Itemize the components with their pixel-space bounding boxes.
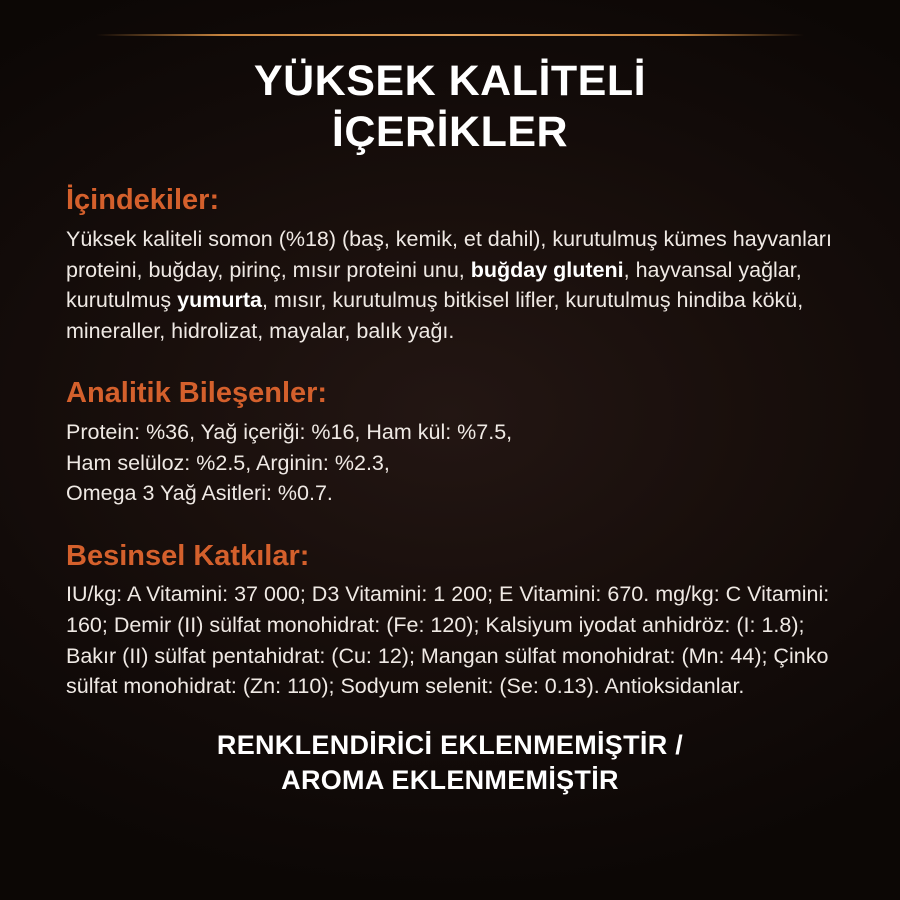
section-additives-heading: Besinsel Katkılar:	[66, 539, 310, 572]
page-title-line-2: İÇERİKLER	[331, 107, 569, 156]
section-nutritional-additives	[66, 539, 834, 702]
page-title-line-1: YÜKSEK KALİTELİ	[253, 57, 647, 105]
footer-line-1: RENKLENDİRİCİ EKLENMEMİŞTİR /	[216, 729, 684, 760]
ingredients-text-part-3: , mısır, kurutulmuş bitkisel lifler, kurutulmuş hindiba kökü, mineraller, hidrolizat, mayalar, balık yağı.	[66, 288, 804, 343]
analytical-line-2: Ham selüloz: %2.5, Arginin: %2.3,	[66, 450, 390, 475]
ingredients-text-part-1: Yüksek kaliteli somon (%18) (baş, kemik, et dahil), kurutulmuş kümes hayvanları proteini, buğday, pirinç, mısır proteini unu,	[66, 227, 832, 282]
ingredients-text-part-2: , hayvansal yağlar, kurutulmuş	[66, 257, 802, 313]
section-ingredients	[66, 183, 834, 346]
section-additives-body: IU/kg: A Vitamini: 37 000; D3 Vitamini: 1 200; E Vitamini: 670. mg/kg: C Vitamini: 160; Demir (II) sülfat monohidrat: (Fe: 120); Kalsiyum iyodat anhidröz: (I: 1.8); Bakır (II) sülfat pentahidrat: (Cu: 12); Mangan sülfat monohidrat: (Mn: 44); Çinko sülfat monohidrat: (Zn: 110); Sodyum selenit: (Se: 0.13). Antioksidanlar.	[66, 582, 830, 699]
section-ingredients-body	[66, 224, 834, 346]
section-analytical-heading: Analitik Bileşenler:	[66, 377, 328, 410]
section-analytical-body	[66, 417, 834, 509]
footer-line-2: AROMA EKLENMEMİŞTİR	[281, 764, 619, 795]
ingredients-bold-1: buğday gluteni	[470, 257, 624, 282]
analytical-line-1: Protein: %36, Yağ içeriği: %16, Ham kül: %7.5,	[66, 420, 513, 445]
ingredients-bold-2: yumurta	[177, 288, 262, 313]
section-ingredients-heading: İçindekiler:	[66, 184, 220, 217]
page-title	[66, 56, 834, 157]
footer-claims	[66, 728, 834, 798]
analytical-line-3: Omega 3 Yağ Asitleri: %0.7.	[66, 481, 333, 506]
section-analytical-constituents	[66, 376, 834, 508]
